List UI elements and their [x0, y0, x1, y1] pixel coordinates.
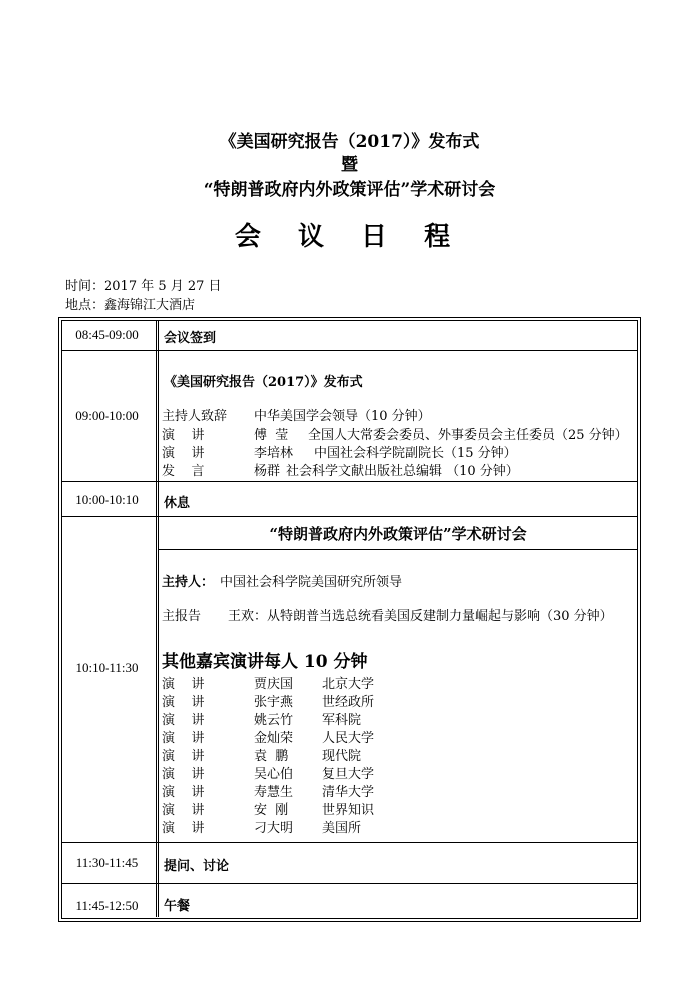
speaker-desc: 社会科学文献出版社总编辑 （10 分钟）	[286, 464, 519, 479]
column-divider	[156, 320, 157, 917]
speaker-role: 演 讲	[162, 803, 205, 818]
speaker-name: 吴心伯	[254, 767, 294, 782]
guest-speakers-heading: 其他嘉宾演讲每人 10 分钟	[162, 652, 368, 672]
speaker-role: 演 讲	[162, 785, 205, 800]
row-divider	[61, 842, 637, 843]
subheading-divider	[159, 549, 637, 550]
speaker-name: 傅 莹	[254, 428, 289, 443]
speaker-role: 发 言	[162, 464, 205, 479]
time-slot: 10:00-10:10	[75, 492, 139, 507]
speaker-org: 复旦大学	[322, 767, 375, 782]
speaker-role: 演 讲	[162, 446, 205, 461]
speaker-name: 袁 鹏	[254, 749, 289, 764]
speaker-role: 演 讲	[162, 677, 205, 692]
agenda-item-checkin: 会议签到	[164, 331, 217, 346]
speaker-role: 主持人致辞	[162, 409, 228, 424]
speaker-org: 世界知识	[322, 803, 375, 818]
speaker-org: 军科院	[322, 713, 362, 728]
time-slot: 08:45-09:00	[75, 327, 139, 342]
row-divider	[61, 481, 637, 482]
time-slot: 11:45-12:50	[75, 898, 139, 913]
speaker-name: 寿慧生	[254, 785, 294, 800]
speaker-desc: 中华美国学会领导（10 分钟）	[254, 409, 431, 424]
speaker-org: 现代院	[322, 749, 362, 764]
keynote-desc: 王欢：从特朗普当选总统看美国反建制力量崛起与影响（30 分钟）	[228, 609, 613, 624]
agenda-item-lunch: 午餐	[164, 899, 191, 914]
agenda-section-heading: 《美国研究报告（2017）》发布式	[164, 375, 363, 390]
speaker-desc: 全国人大常委会委员、外事委员会主任委员（25 分钟）	[308, 428, 628, 443]
speaker-role: 演 讲	[162, 731, 205, 746]
speaker-role: 演 讲	[162, 695, 205, 710]
speaker-org: 美国所	[322, 821, 362, 836]
speaker-name: 刁大明	[254, 821, 294, 836]
speaker-role: 演 讲	[162, 428, 205, 443]
agenda-section-heading: “特朗普政府内外政策评估”学术研讨会	[269, 525, 527, 543]
row-divider	[61, 516, 637, 517]
keynote-label: 主报告	[162, 609, 202, 624]
doc-title-agenda: 会 议 日 程	[234, 222, 465, 252]
meeting-place: 地点：鑫海锦江大酒店	[65, 298, 196, 313]
schedule-table	[58, 317, 641, 922]
column-divider-2	[158, 320, 159, 917]
speaker-desc: 中国社会科学院副院长（15 分钟）	[314, 446, 517, 461]
agenda-item-break: 休息	[164, 496, 191, 511]
speaker-org: 人民大学	[322, 731, 375, 746]
doc-title-line3: “特朗普政府内外政策评估”学术研讨会	[203, 180, 496, 200]
speaker-name: 杨群	[254, 464, 281, 479]
speaker-org: 世经政所	[322, 695, 375, 710]
speaker-name: 张宇燕	[254, 695, 294, 710]
speaker-org: 北京大学	[322, 677, 375, 692]
speaker-name: 金灿荣	[254, 731, 294, 746]
row-divider	[61, 350, 637, 351]
doc-title-line1: 《美国研究报告（2017）》发布式	[219, 132, 480, 152]
row-divider	[61, 883, 637, 884]
speaker-org: 清华大学	[322, 785, 375, 800]
time-slot: 11:30-11:45	[75, 855, 139, 870]
time-slot: 10:10-11:30	[75, 660, 139, 675]
agenda-item-discussion: 提问、讨论	[164, 859, 230, 874]
meeting-time: 时间：2017 年 5 月 27 日	[65, 279, 222, 294]
speaker-role: 演 讲	[162, 767, 205, 782]
host-name: 中国社会科学院美国研究所领导	[220, 575, 403, 590]
speaker-role: 演 讲	[162, 713, 205, 728]
speaker-role: 演 讲	[162, 821, 205, 836]
time-slot: 09:00-10:00	[75, 408, 139, 423]
doc-title-line2: 暨	[341, 155, 358, 175]
speaker-name: 李培林	[254, 446, 294, 461]
speaker-name: 姚云竹	[254, 713, 294, 728]
speaker-name: 贾庆国	[254, 677, 294, 692]
speaker-role: 演 讲	[162, 749, 205, 764]
speaker-name: 安 刚	[254, 803, 289, 818]
host-label: 主持人：	[162, 575, 215, 590]
